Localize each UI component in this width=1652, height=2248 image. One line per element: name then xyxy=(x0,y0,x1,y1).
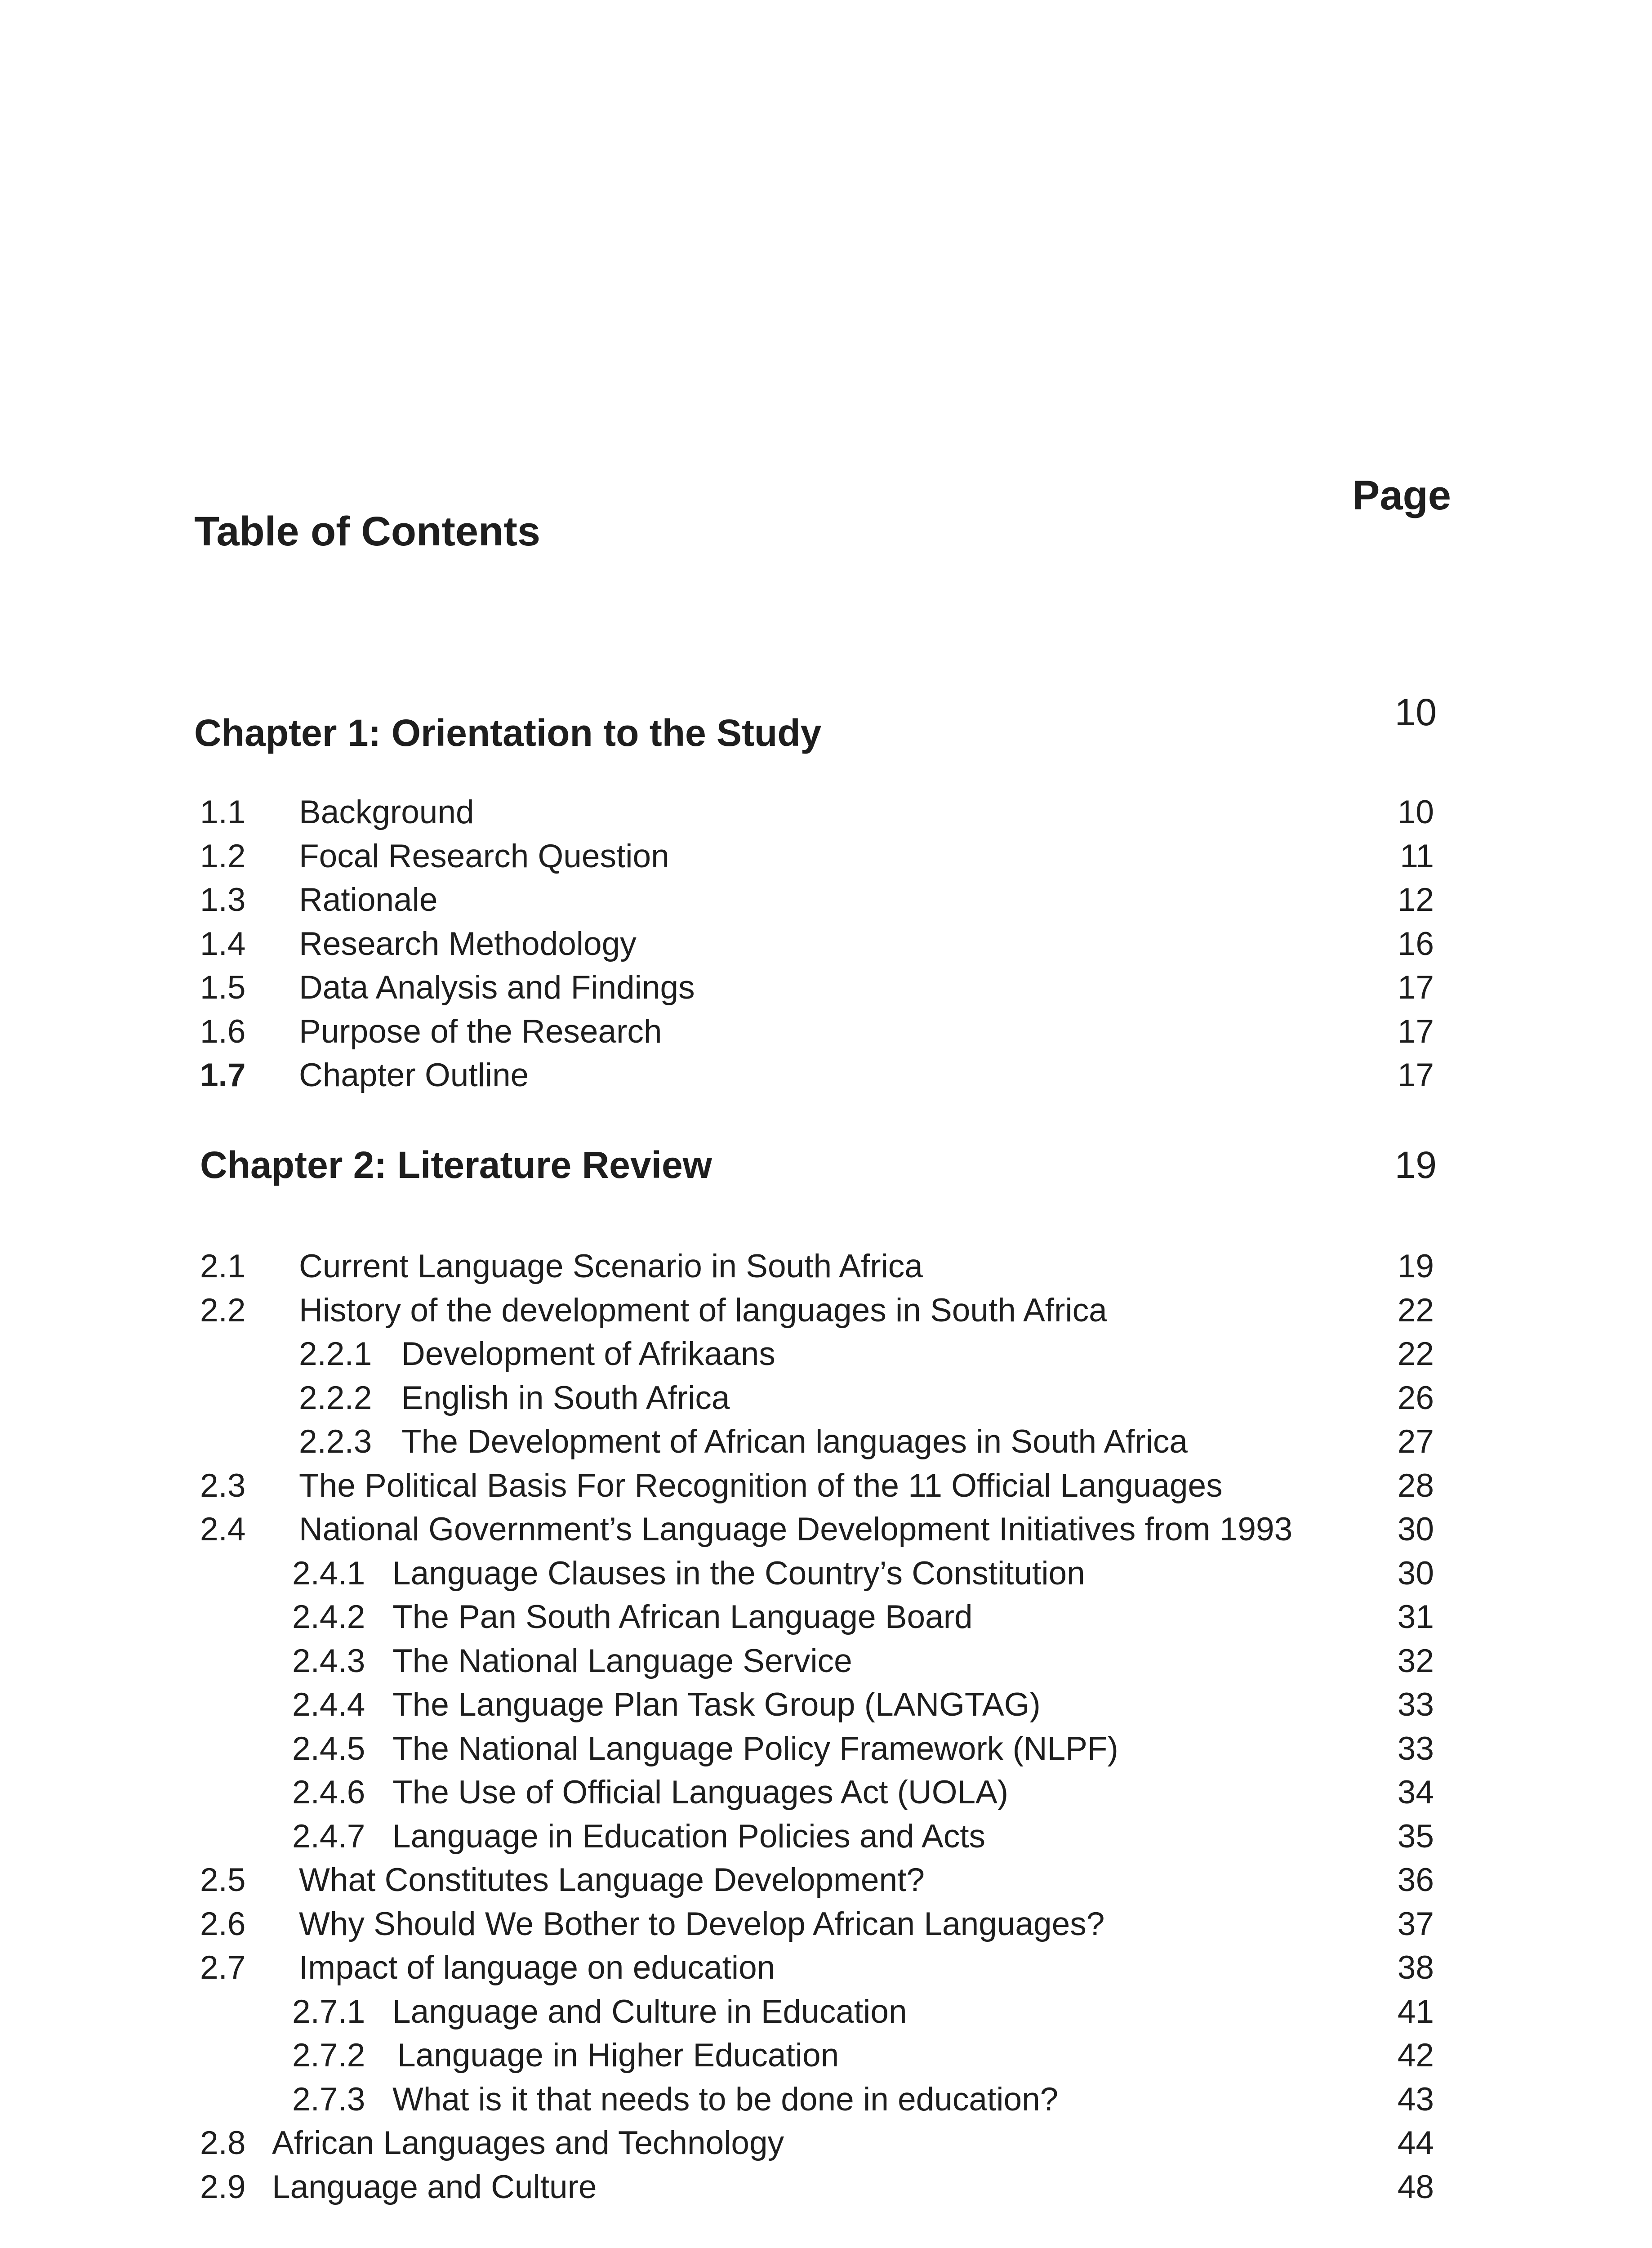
page-number: 43 xyxy=(1397,2081,1434,2118)
toc-entry[interactable] xyxy=(0,1335,1652,1379)
toc-entry[interactable] xyxy=(0,838,1652,881)
toc-entry[interactable] xyxy=(0,1013,1652,1057)
toc-entry[interactable] xyxy=(0,2081,1652,2124)
section-title: The Development of African languages in South Africa xyxy=(401,1423,1188,1460)
toc-entry[interactable] xyxy=(0,881,1652,925)
page-number: 16 xyxy=(1397,926,1434,962)
page-number: 42 xyxy=(1397,2037,1434,2074)
toc-entry[interactable] xyxy=(0,1818,1652,1861)
section-number: 1.4 xyxy=(200,926,246,962)
toc-entry[interactable] xyxy=(0,2037,1652,2080)
page-number: 44 xyxy=(1397,2125,1434,2161)
section-title: Data Analysis and Findings xyxy=(299,969,695,1006)
section-number: 1.3 xyxy=(200,882,246,918)
toc-entry[interactable] xyxy=(0,1598,1652,1642)
page-number: 35 xyxy=(1397,1818,1434,1855)
toc-entry[interactable] xyxy=(0,1423,1652,1467)
section-number: 2.4.2 xyxy=(292,1599,365,1635)
toc-entry[interactable] xyxy=(0,1555,1652,1598)
page-number: 22 xyxy=(1397,1292,1434,1329)
toc-entry[interactable] xyxy=(0,1993,1652,2037)
toc-entry[interactable] xyxy=(0,1379,1652,1423)
section-number: 2.4.7 xyxy=(292,1818,365,1855)
toc-entry[interactable] xyxy=(0,1905,1652,1949)
section-title: What Constitutes Language Development? xyxy=(299,1862,925,1898)
page-number: 48 xyxy=(1397,2169,1434,2205)
section-number: 2.2.3 xyxy=(299,1423,372,1460)
page-number: 37 xyxy=(1397,1906,1434,1942)
chapter-heading[interactable]: Chapter 1: Orientation to the Study xyxy=(194,712,822,754)
toc-entry[interactable] xyxy=(0,1467,1652,1511)
page-number: 17 xyxy=(1397,1057,1434,1093)
section-title: The Language Plan Task Group (LANGTAG) xyxy=(392,1686,1041,1723)
section-number: 2.4.1 xyxy=(292,1555,365,1592)
page-number: 27 xyxy=(1397,1423,1434,1460)
section-title: Research Methodology xyxy=(299,926,637,962)
toc-entry[interactable] xyxy=(0,2168,1652,2212)
section-title: Background xyxy=(299,794,474,830)
section-title: Language in Higher Education xyxy=(397,2037,839,2074)
page-number: 34 xyxy=(1397,1774,1434,1811)
toc-entry[interactable] xyxy=(0,1686,1652,1730)
section-number: 2.4.5 xyxy=(292,1731,365,1767)
page-number: 41 xyxy=(1397,1994,1434,2030)
section-number: 2.2.1 xyxy=(299,1336,372,1372)
chapter-heading[interactable]: Chapter 2: Literature Review xyxy=(200,1144,712,1186)
section-number: 2.3 xyxy=(200,1467,246,1504)
section-title: National Government’s Language Development Initiatives from 1993 xyxy=(299,1511,1293,1548)
page-number: 33 xyxy=(1397,1686,1434,1723)
section-number: 2.4.3 xyxy=(292,1643,365,1679)
section-number: 1.6 xyxy=(200,1013,246,1050)
page-number: 32 xyxy=(1397,1643,1434,1679)
section-title: The National Language Policy Framework (NLPF) xyxy=(392,1731,1118,1767)
section-title: Chapter Outline xyxy=(299,1057,529,1093)
toc-entry[interactable] xyxy=(0,1642,1652,1686)
section-number: 1.5 xyxy=(200,969,246,1006)
section-title: Current Language Scenario in South Africa xyxy=(299,1248,923,1285)
page-number: 22 xyxy=(1397,1336,1434,1372)
page-number: 10 xyxy=(1397,794,1434,830)
toc-entry[interactable] xyxy=(0,925,1652,969)
section-title: African Languages and Technology xyxy=(272,2125,784,2161)
page-number: 30 xyxy=(1397,1555,1434,1592)
section-number: 2.1 xyxy=(200,1248,246,1285)
section-number: 2.7.2 xyxy=(292,2037,365,2074)
toc-entry[interactable] xyxy=(0,1292,1652,1335)
toc-entry[interactable] xyxy=(0,2124,1652,2168)
page-number: 12 xyxy=(1397,882,1434,918)
section-number: 1.2 xyxy=(200,838,246,874)
section-title: Purpose of the Research xyxy=(299,1013,662,1050)
toc-entry[interactable] xyxy=(0,794,1652,837)
section-title: Development of Afrikaans xyxy=(401,1336,775,1372)
section-title: Rationale xyxy=(299,882,438,918)
page-number: 11 xyxy=(1400,838,1434,874)
page-column-heading: Page xyxy=(1352,473,1451,518)
section-title: The Pan South African Language Board xyxy=(392,1599,973,1635)
section-title: Language Clauses in the Country’s Constitution xyxy=(392,1555,1085,1592)
toc-entry[interactable] xyxy=(0,1730,1652,1774)
section-number: 1.1 xyxy=(200,794,246,830)
section-number: 2.7 xyxy=(200,1949,246,1986)
chapter-page-number: 19 xyxy=(1394,1144,1437,1186)
toc-entry[interactable] xyxy=(0,1057,1652,1100)
section-title: Why Should We Bother to Develop African Languages? xyxy=(299,1906,1105,1942)
toc-entry[interactable] xyxy=(0,1774,1652,1817)
toc-entry[interactable] xyxy=(0,969,1652,1012)
page-title: Table of Contents xyxy=(194,508,541,554)
page-number: 38 xyxy=(1397,1949,1434,1986)
section-title: Impact of language on education xyxy=(299,1949,775,1986)
toc-entry[interactable] xyxy=(0,1248,1652,1291)
toc-entry[interactable] xyxy=(0,1861,1652,1905)
page-number: 30 xyxy=(1397,1511,1434,1548)
chapter-page-number: 10 xyxy=(1394,691,1437,733)
section-title: English in South Africa xyxy=(401,1380,730,1416)
page-number: 26 xyxy=(1397,1380,1434,1416)
section-number: 2.2 xyxy=(200,1292,246,1329)
page-number: 28 xyxy=(1397,1467,1434,1504)
section-title: The National Language Service xyxy=(392,1643,852,1679)
page-number: 19 xyxy=(1397,1248,1434,1285)
section-title: Language in Education Policies and Acts xyxy=(392,1818,985,1855)
section-title: The Use of Official Languages Act (UOLA) xyxy=(392,1774,1009,1811)
section-title: The Political Basis For Recognition of the 11 Official Languages xyxy=(299,1467,1223,1504)
section-number: 2.4.4 xyxy=(292,1686,365,1723)
page-number: 31 xyxy=(1397,1599,1434,1635)
page-number: 17 xyxy=(1397,1013,1434,1050)
section-number: 2.4.6 xyxy=(292,1774,365,1811)
section-number: 2.4 xyxy=(200,1511,246,1548)
section-number: 2.5 xyxy=(200,1862,246,1898)
section-number: 2.2.2 xyxy=(299,1380,372,1416)
section-number: 2.7.3 xyxy=(292,2081,365,2118)
page-number: 17 xyxy=(1397,969,1434,1006)
section-number: 2.8 xyxy=(200,2125,246,2161)
section-title: Focal Research Question xyxy=(299,838,669,874)
toc-entry[interactable] xyxy=(0,1511,1652,1554)
section-number: 2.9 xyxy=(200,2169,246,2205)
page-number: 36 xyxy=(1397,1862,1434,1898)
section-title: What is it that needs to be done in education? xyxy=(392,2081,1059,2118)
section-number: 2.7.1 xyxy=(292,1994,365,2030)
section-number: 2.6 xyxy=(200,1906,246,1942)
section-number: 1.7 xyxy=(200,1057,246,1093)
section-title: Language and Culture in Education xyxy=(392,1994,907,2030)
section-title: Language and Culture xyxy=(272,2169,597,2205)
toc-entry[interactable] xyxy=(0,1949,1652,1993)
section-title: History of the development of languages in South Africa xyxy=(299,1292,1107,1329)
page-number: 33 xyxy=(1397,1731,1434,1767)
